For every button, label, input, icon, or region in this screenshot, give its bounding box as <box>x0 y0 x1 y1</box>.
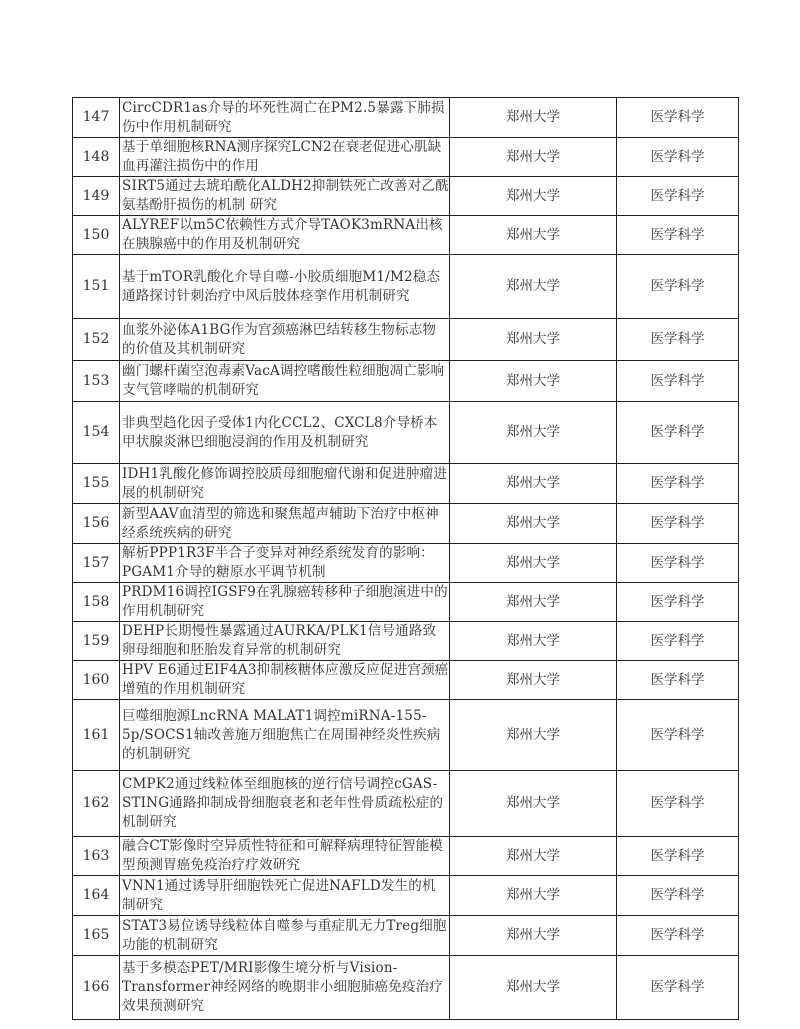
project-title: STAT3易位诱导线粒体自噬参与重症肌无力Treg细胞功能的机制研究 <box>120 916 450 956</box>
table-row <box>73 622 739 661</box>
table-row <box>73 956 739 1020</box>
row-number: 151 <box>73 255 120 319</box>
table-row <box>73 464 739 504</box>
row-number: 163 <box>73 837 120 876</box>
university: 郑州大学 <box>450 583 617 622</box>
category: 医学科学 <box>617 622 739 661</box>
university: 郑州大学 <box>450 956 617 1020</box>
project-title: 基于多模态PET/MRI影像生境分析与Vision-Transformer神经网络的晚期非小细胞肺癌免疫治疗效果预测研究 <box>120 956 450 1020</box>
category: 医学科学 <box>617 138 739 177</box>
university: 郑州大学 <box>450 216 617 255</box>
category: 医学科学 <box>617 402 739 464</box>
project-title: HPV E6通过EIF4A3抑制核糖体应激反应促进宫颈癌增殖的作用机制研究 <box>120 661 450 700</box>
table-row <box>73 98 739 138</box>
row-number: 164 <box>73 876 120 916</box>
project-title: 融合CT影像时空异质性特征和可解释病理特征智能模型预测胃癌免疫治疗疗效研究 <box>120 837 450 876</box>
row-number: 161 <box>73 700 120 771</box>
project-table <box>72 97 739 1020</box>
project-title: CMPK2通过线粒体至细胞核的逆行信号调控cGAS-STING通路抑制成骨细胞衰老和老年性骨质疏松症的机制研究 <box>120 771 450 837</box>
row-number: 148 <box>73 138 120 177</box>
category: 医学科学 <box>617 771 739 837</box>
category: 医学科学 <box>617 255 739 319</box>
project-title: 解析PPP1R3F半合子变异对神经系统发育的影响：PGAM1介导的糖原水平调节机制 <box>120 544 450 583</box>
university: 郑州大学 <box>450 402 617 464</box>
university: 郑州大学 <box>450 700 617 771</box>
table-row <box>73 138 739 177</box>
row-number: 165 <box>73 916 120 956</box>
category: 医学科学 <box>617 319 739 361</box>
table-row <box>73 661 739 700</box>
category: 医学科学 <box>617 700 739 771</box>
university: 郑州大学 <box>450 622 617 661</box>
table-row <box>73 504 739 544</box>
row-number: 147 <box>73 98 120 138</box>
row-number: 159 <box>73 622 120 661</box>
category: 医学科学 <box>617 661 739 700</box>
category: 医学科学 <box>617 837 739 876</box>
row-number: 150 <box>73 216 120 255</box>
project-title: 非典型趋化因子受体1内化CCL2、CXCL8介导桥本甲状腺炎淋巴细胞浸润的作用及机制研究 <box>120 402 450 464</box>
university: 郑州大学 <box>450 464 617 504</box>
university: 郑州大学 <box>450 544 617 583</box>
project-title: CircCDR1as介导的坏死性凋亡在PM2.5暴露下肺损伤中作用机制研究 <box>120 98 450 138</box>
category: 医学科学 <box>617 876 739 916</box>
table-row <box>73 583 739 622</box>
project-title: VNN1通过诱导肝细胞铁死亡促进NAFLD发生的机制研究 <box>120 876 450 916</box>
table-row <box>73 700 739 771</box>
university: 郑州大学 <box>450 319 617 361</box>
table-row <box>73 216 739 255</box>
category: 医学科学 <box>617 583 739 622</box>
project-title: 血浆外泌体A1BG作为宫颈癌淋巴结转移生物标志物的价值及其机制研究 <box>120 319 450 361</box>
university: 郑州大学 <box>450 138 617 177</box>
university: 郑州大学 <box>450 255 617 319</box>
university: 郑州大学 <box>450 876 617 916</box>
category: 医学科学 <box>617 216 739 255</box>
university: 郑州大学 <box>450 177 617 216</box>
table-row <box>73 771 739 837</box>
row-number: 153 <box>73 361 120 402</box>
table-row <box>73 319 739 361</box>
project-title: ALYREF以m5C依赖性方式介导TAOK3mRNA出核在胰腺癌中的作用及机制研究 <box>120 216 450 255</box>
row-number: 158 <box>73 583 120 622</box>
row-number: 155 <box>73 464 120 504</box>
category: 医学科学 <box>617 177 739 216</box>
table-row <box>73 544 739 583</box>
category: 医学科学 <box>617 98 739 138</box>
row-number: 162 <box>73 771 120 837</box>
table-row <box>73 255 739 319</box>
project-title: SIRT5通过去琥珀酰化ALDH2抑制铁死亡改善对乙酰氨基酚肝损伤的机制 研究 <box>120 177 450 216</box>
row-number: 154 <box>73 402 120 464</box>
row-number: 149 <box>73 177 120 216</box>
category: 医学科学 <box>617 361 739 402</box>
category: 医学科学 <box>617 544 739 583</box>
category: 医学科学 <box>617 464 739 504</box>
row-number: 156 <box>73 504 120 544</box>
project-title: 巨噬细胞源LncRNA MALAT1调控miRNA-155-5p/SOCS1轴改善施万细胞焦亡在周围神经炎性疾病的机制研究 <box>120 700 450 771</box>
project-title: DEHP长期慢性暴露通过AURKA/PLK1信号通路致卵母细胞和胚胎发育异常的机制研究 <box>120 622 450 661</box>
category: 医学科学 <box>617 504 739 544</box>
category: 医学科学 <box>617 916 739 956</box>
table-row <box>73 402 739 464</box>
row-number: 152 <box>73 319 120 361</box>
project-title: 新型AAV血清型的筛选和聚焦超声辅助下治疗中枢神经系统疾病的研究 <box>120 504 450 544</box>
project-title: 基于单细胞核RNA测序探究LCN2在衰老促进心肌缺血再灌注损伤中的作用 <box>120 138 450 177</box>
university: 郑州大学 <box>450 98 617 138</box>
university: 郑州大学 <box>450 916 617 956</box>
project-title: IDH1乳酸化修饰调控胶质母细胞瘤代谢和促进肿瘤进展的机制研究 <box>120 464 450 504</box>
project-title: 基于mTOR乳酸化介导自噬-小胶质细胞M1/M2稳态通路探讨针刺治疗中风后肢体痉挛作用机制研究 <box>120 255 450 319</box>
university: 郑州大学 <box>450 661 617 700</box>
university: 郑州大学 <box>450 361 617 402</box>
table-row <box>73 361 739 402</box>
project-title: PRDM16调控IGSF9在乳腺癌转移种子细胞演进中的作用机制研究 <box>120 583 450 622</box>
university: 郑州大学 <box>450 771 617 837</box>
row-number: 157 <box>73 544 120 583</box>
table-row <box>73 837 739 876</box>
row-number: 160 <box>73 661 120 700</box>
row-number: 166 <box>73 956 120 1020</box>
table-row <box>73 916 739 956</box>
table-row <box>73 177 739 216</box>
table-row <box>73 876 739 916</box>
university: 郑州大学 <box>450 837 617 876</box>
category: 医学科学 <box>617 956 739 1020</box>
university: 郑州大学 <box>450 504 617 544</box>
project-title: 幽门螺杆菌空泡毒素VacA调控嗜酸性粒细胞凋亡影响支气管哮喘的机制研究 <box>120 361 450 402</box>
